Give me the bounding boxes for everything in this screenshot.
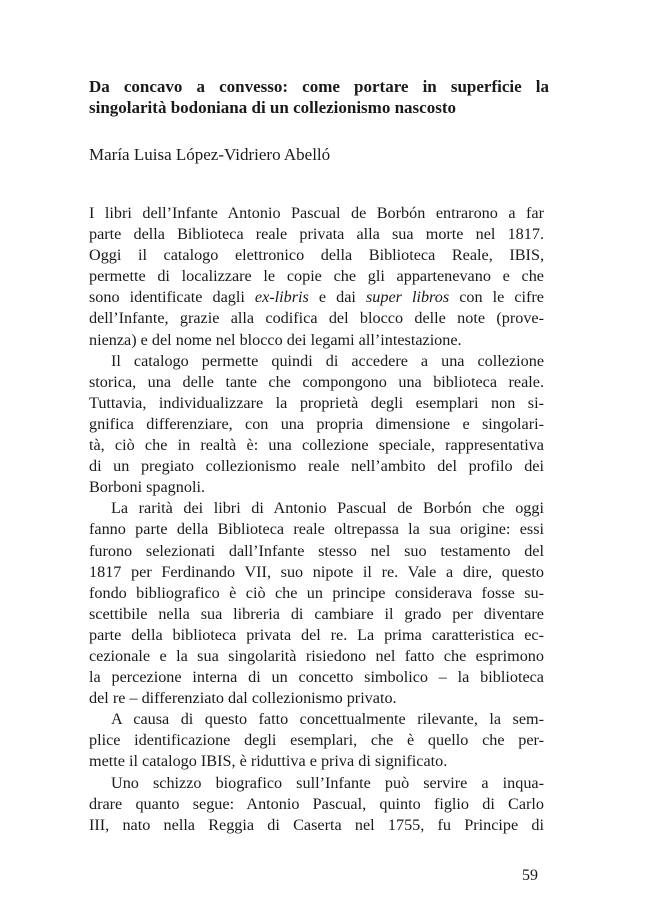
text-line: mette il catalogo IBIS, è riduttiva e priva di significato.: [89, 752, 448, 771]
text-line: fanno parte della Biblioteca reale oltrepassa la sua origine: essi: [89, 520, 544, 539]
text-line: nienza) e del nome nel blocco dei legami all’intestazione.: [89, 330, 462, 349]
article-body: [89, 203, 544, 836]
text-line: Oggi il catalogo elettronico della Biblioteca Reale, IBIS,: [89, 246, 544, 265]
text-line: gnifica differenziare, con una propria dimensione e singolari-: [89, 414, 544, 433]
text-line: drare quanto segue: Antonio Pascual, quinto figlio di Carlo: [89, 794, 544, 813]
text-line: Tuttavia, individualizzare la proprietà degli esemplari non si-: [89, 393, 544, 412]
text-line: tà, ciò che in realtà è: una collezione speciale, rappresentativa: [89, 436, 544, 455]
text-line: fondo bibliografico è ciò che un principe considerava fosse su-: [89, 583, 544, 602]
paragraph: [89, 203, 544, 351]
text-line: [89, 287, 544, 308]
text-line: plice identificazione degli esemplari, che è quello che per-: [89, 731, 544, 750]
text-line: I libri dell’Infante Antonio Pascual de Borbón entrarono a far: [89, 204, 544, 222]
text-line: permette di localizzare le copie che gli appartenevano e che: [89, 267, 544, 286]
text-segment: e dai: [308, 288, 366, 307]
text-line: cezionale e la sua singolarità risiedono nel fatto che esprimono: [89, 646, 544, 665]
italic-term: ex-libris: [254, 288, 309, 307]
text-line: La rarità dei libri di Antonio Pascual de Borbón che oggi: [111, 499, 544, 518]
text-line: Borboni spagnoli.: [89, 478, 206, 497]
text-line: di un pregiato collezionismo reale nell’ambito del profilo dei: [89, 457, 544, 476]
italic-term: super libros: [365, 288, 450, 307]
text-line: scettibile nella sua libreria di cambiare il grado per diventare: [89, 604, 544, 623]
paragraph: [89, 773, 544, 836]
text-line: III, nato nella Reggia di Caserta nel 1755, fu Principe di: [89, 815, 544, 834]
page-number: 59: [522, 867, 538, 884]
title-line: Da concavo a convesso: come portare in superficie la: [89, 77, 549, 96]
article-title: [89, 75, 549, 117]
text-line: furono selezionati dall’Infante stesso nel suo testamento del: [89, 541, 544, 560]
text-line: la percezione interna di un concetto simbolico – la biblioteca: [89, 668, 544, 687]
text-line: Uno schizzo biografico sull’Infante può servire a inqua-: [111, 773, 544, 792]
paragraph: [89, 709, 544, 772]
text-line: parte della biblioteca privata del re. La prima caratteristica ec-: [89, 625, 544, 644]
paragraph: [89, 498, 544, 709]
text-segment: sono identificate dagli: [89, 288, 255, 307]
paragraph: [89, 351, 544, 499]
text-segment: con le cifre: [449, 288, 544, 307]
text-line: Il catalogo permette quindi di accedere a una collezione: [111, 351, 544, 370]
author-name: María Luisa López-Vidriero Abelló: [89, 145, 331, 164]
text-line: A causa di questo fatto concettualmente rilevante, la sem-: [111, 710, 544, 729]
text-line: del re – differenziato dal collezionismo privato.: [89, 689, 397, 708]
text-line: storica, una delle tante che compongono una biblioteca reale.: [89, 372, 544, 391]
text-line: parte della Biblioteca reale privata alla sua morte nel 1817.: [89, 225, 544, 244]
text-line: dell’Infante, grazie alla codifica del blocco delle note (prove-: [89, 309, 544, 328]
title-line: singolarità bodoniana di un collezionismo nascosto: [89, 98, 456, 118]
text-line: 1817 per Ferdinando VII, suo nipote il re. Vale a dire, questo: [89, 562, 544, 581]
